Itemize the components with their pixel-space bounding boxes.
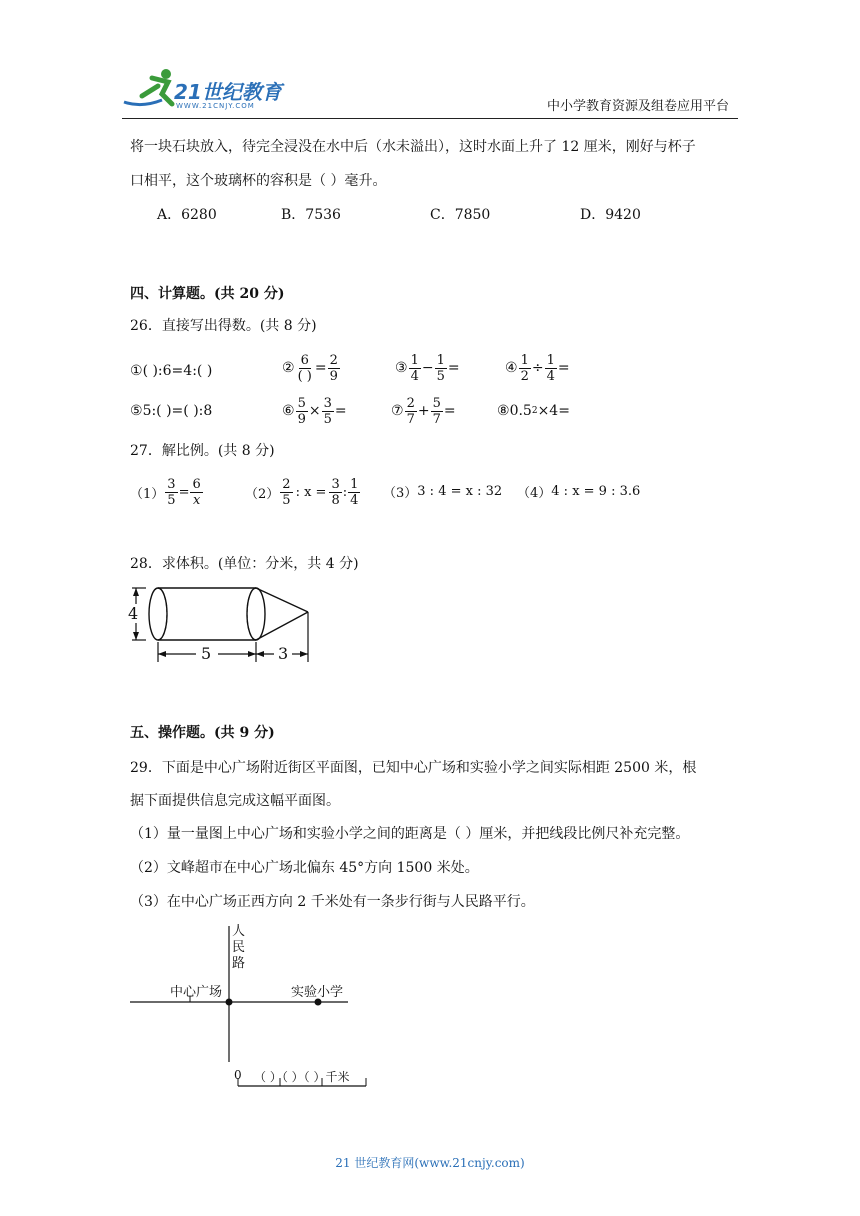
fraction: $\frac{1}{5}$ — [436, 352, 445, 384]
scale-zero: 0 — [234, 1068, 242, 1082]
fraction: $\frac{2}{7}$ — [406, 395, 415, 427]
fraction: $\frac{1}{4}$ — [410, 352, 419, 384]
school-label: 实验小学 — [291, 985, 344, 1000]
header-logo — [122, 66, 292, 116]
q29-sub-2: （2）文峰超市在中心广场北偏东 45°方向 1500 米处。 — [130, 860, 479, 876]
fraction: $\frac{6}{( )}$ — [297, 352, 312, 384]
section-5-title: 五、操作题。(共 9 分) — [130, 725, 275, 741]
q26-item-7: ⑦ $\frac{2}{7}$ + $\frac{5}{7}$ = — [391, 395, 456, 427]
fraction: $\frac{2}{9}$ — [329, 352, 338, 384]
logo-text: 21世纪教育 — [174, 80, 282, 104]
street-map — [128, 924, 408, 1100]
q25-option-d: D．9420 — [580, 207, 641, 223]
dim-cylinder-length: 5 — [201, 644, 212, 663]
fraction: $\frac{1}{2}$ — [520, 352, 529, 384]
q29-line1: 29．下面是中心广场附近街区平面图，已知中心广场和实验小学之间实际相距 2500 米，根 — [130, 760, 697, 776]
dim-cone-length: 3 — [278, 644, 289, 663]
q25-option-a: A．6280 — [157, 207, 217, 223]
fraction: $\frac{5}{9}$ — [297, 395, 306, 427]
cylinder-cone-figure — [128, 582, 318, 664]
fraction: $\frac{1}{4}$ — [546, 352, 555, 384]
q25-option-c: C．7850 — [430, 207, 491, 223]
fraction: $\frac{3}{5}$ — [167, 476, 176, 508]
q26-item-2: ② $\frac{6}{( )}$ = $\frac{2}{9}$ — [282, 352, 338, 384]
platform-name: 中小学教育资源及组卷应用平台 — [547, 99, 730, 114]
dim-diameter: 4 — [128, 604, 139, 623]
q26-item-8: ⑧ 0.5 2 ×4= — [497, 403, 570, 419]
q26-item-6: ⑥ $\frac{5}{9}$ × $\frac{3}{5}$ = — [282, 395, 347, 427]
q25-line1: 将一块石块放入，待完全浸没在水中后（水未溢出），这时水面上升了 12 厘米，刚好与杯子 — [130, 139, 696, 155]
scale-blanks: （ ）（ ）（ ）千米 — [254, 1070, 350, 1084]
fraction: $\frac{2}{5}$ — [282, 476, 291, 508]
road-label: 人 民 路 — [232, 924, 246, 971]
q26-item-1: ① ( ):6=4:( ) — [130, 363, 213, 379]
header-rule — [122, 118, 738, 119]
q26-item-5: ⑤ 5:( )=( ):8 — [130, 403, 213, 419]
q25-option-b: B．7536 — [281, 207, 341, 223]
fraction: $\frac{5}{7}$ — [432, 395, 441, 427]
q29-line2: 据下面提供信息完成这幅平面图。 — [130, 793, 340, 809]
footer-text: 21 世纪教育网(www.21cnjy.com) — [335, 1156, 525, 1170]
q28-title: 28．求体积。(单位：分米，共 4 分) — [130, 556, 359, 572]
q27-part-4: （4） 4 : x = 9 : 3.6 — [517, 483, 641, 501]
logo-url: WWW.21CNJY.COM — [176, 102, 255, 110]
q26-item-3: ③ $\frac{1}{4}$ − $\frac{1}{5}$ = — [395, 352, 460, 384]
center-square-label: 中心广场 — [170, 985, 223, 1000]
fraction: $\frac{1}{4}$ — [350, 476, 359, 508]
q27-part-1: （1） $\frac{3}{5}$ = $\frac{6}{x}$ — [130, 476, 201, 508]
fraction: $\frac{3}{8}$ — [331, 476, 340, 508]
q27-part-3: （3） 3 : 4 = x : 32 — [383, 483, 503, 501]
q29-sub-3: （3）在中心广场正西方向 2 千米处有一条步行街与人民路平行。 — [130, 894, 535, 910]
q29-sub-1: （1）量一量图上中心广场和实验小学之间的距离是（ ）厘米，并把线段比例尺补充完整。 — [130, 826, 690, 842]
q27-title: 27．解比例。(共 8 分) — [130, 443, 275, 459]
fraction: $\frac{6}{x}$ — [192, 476, 201, 508]
q27-part-2: （2） $\frac{2}{5}$ : x = $\frac{3}{8}$ : $\frac{1}{4}$ — [245, 476, 359, 508]
fraction: $\frac{3}{5}$ — [323, 395, 332, 427]
section-4-title: 四、计算题。(共 20 分) — [130, 286, 285, 302]
q26-item-4: ④ $\frac{1}{2}$ ÷ $\frac{1}{4}$ = — [505, 352, 570, 384]
runner-logo-icon — [122, 66, 182, 112]
q25-line2: 口相平，这个玻璃杯的容积是（ ）毫升。 — [130, 173, 387, 189]
q26-title: 26．直接写出得数。(共 8 分) — [130, 318, 317, 334]
